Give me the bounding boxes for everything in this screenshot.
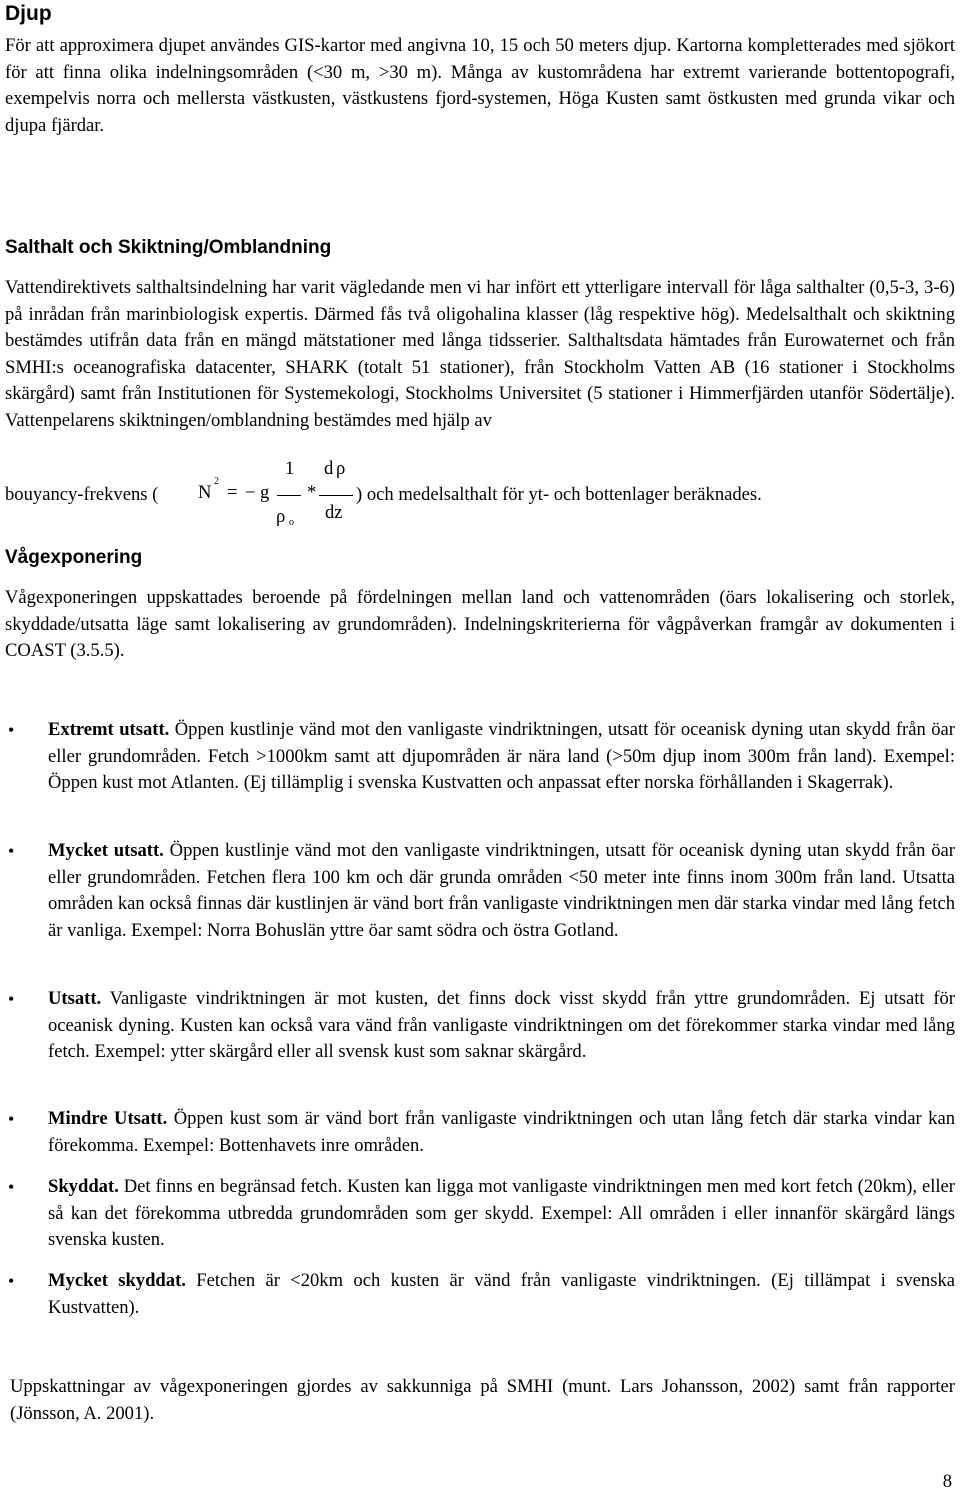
fraction-bar-2 bbox=[319, 495, 353, 496]
bullet-body: Öppen kustlinje vänd mot den vanligaste vindriktningen, utsatt för oceanisk dyning utan skydd från öar eller grundområden. Fetchen flera 100 km och där grunda områden <50 meter inte finns inom 300m från land. Utsatta områden kan också finnas där kustlinjen är vänd bort från vanligaste vindriktningen men där starka vindar med lång fetch är vanliga. Exempel: Norra Bohuslän yttre öar samt södra och östra Gotland. bbox=[48, 840, 955, 941]
list-item bbox=[48, 1174, 955, 1254]
list-item bbox=[48, 1268, 955, 1321]
bullet-body: Vanligaste vindriktningen är mot kusten, det finns dock visst skydd från yttre grundområden. Ej utsatt för oceanisk dyning. Kusten kan också vara vänd från vanligaste vindriktningen om det förekommer starka vindar med lång fetch. Exempel: ytter skärgård eller all svensk kust som saknar skärgård. bbox=[48, 988, 955, 1062]
bullet-body: Fetchen är <20km och kusten är vänd från vanligaste vindriktningen. (Ej tillämpat i svenska Kustvatten). bbox=[48, 1270, 955, 1318]
formula-minus: − bbox=[245, 482, 256, 503]
closing-paragraph: Uppskattningar av vågexponeringen gjordes av sakkunniga på SMHI (munt. Lars Johansson, 2002) samt från rapporter (Jönsson, A. 2001). bbox=[10, 1376, 955, 1424]
paragraph-djup: För att approximera djupet användes GIS-kartor med angivna 10, 15 och 50 meters djup. Kartorna kompletterades med sjökort för att finna olika indelningsområden (<30 m, >30 m). Många av kustområdena har extremt varierande bottentopografi, exempelvis norra och mellersta västkusten, västkustens fjord-systemen, Höga Kusten samt östkusten med grunda vikar och djupa fjärdar. bbox=[5, 35, 955, 136]
formula-suffix: ) och medelsalthalt för yt- och bottenlager beräknades. bbox=[356, 484, 762, 505]
paragraph-salthalt: Vattendirektivets salthaltsindelning har varit vägledande men vi har infört ett ytterligare intervall för låga salthalter (0,5-3, 3-6) på inrådan från marinbiologisk expertis. Därmed fås två oligohalina klasser (låg respektive hög). Medelsalthalt och skiktning bestämdes utifrån data från en mängd mätstationer med långa tidsserier. Salthaltsdata hämtades från Eurowaternet och från SMHI:s oceanografiska datacenter, SHARK (totalt 51 stationer), från Stockholm Vatten AB (16 stationer i Stockholms skärgård) samt från Institutionen för Systemekologi, Stockholms Universitet (5 stationer i Himmerfjärden utanför Södertälje). Vattenpelarens skiktningen/omblandning bestämdes med hjälp av bbox=[5, 277, 955, 431]
formula-equals: = bbox=[227, 482, 238, 503]
formula-rho: ρ bbox=[276, 506, 286, 527]
formula-line bbox=[5, 482, 158, 508]
bullet-term: Mindre Utsatt. bbox=[48, 1108, 168, 1129]
formula-d: d bbox=[324, 458, 334, 479]
formula-g: g bbox=[260, 482, 270, 503]
bullet-term: Mycket utsatt. bbox=[48, 840, 164, 861]
formula-exponent: 2 bbox=[214, 476, 219, 487]
list-item bbox=[48, 1106, 955, 1159]
list-item bbox=[48, 838, 955, 944]
heading-djup: Djup bbox=[5, 2, 52, 25]
formula-prefix: bouyancy-frekvens ( bbox=[5, 484, 159, 505]
page-number: 8 bbox=[942, 1471, 952, 1492]
heading-salthalt: Salthalt och Skiktning/Omblandning bbox=[5, 237, 332, 258]
bullet-dot: • bbox=[8, 841, 15, 861]
heading-vagexponering: Vågexponering bbox=[5, 547, 143, 568]
bullet-term: Extremt utsatt. bbox=[48, 719, 170, 740]
bullet-body: Öppen kust som är vänd bort från vanligaste vindriktningen och utan lång fetch där starka vindar kan förekomma. Exempel: Bottenhavets inre områden. bbox=[48, 1108, 955, 1156]
bullet-dot: • bbox=[8, 1271, 15, 1291]
formula-dz: dz bbox=[325, 502, 343, 523]
buoyancy-formula bbox=[190, 458, 360, 532]
fraction-bar-1 bbox=[277, 495, 301, 496]
bullet-dot: • bbox=[8, 1177, 15, 1197]
bullet-dot: • bbox=[8, 1109, 15, 1129]
formula-one: 1 bbox=[285, 458, 295, 479]
bullet-term: Mycket skyddat. bbox=[48, 1270, 186, 1291]
formula-rho-sub: o bbox=[289, 517, 294, 528]
list-item bbox=[48, 717, 955, 797]
formula-n: N bbox=[198, 482, 212, 503]
bullet-term: Skyddat. bbox=[48, 1176, 119, 1197]
bullet-body: Öppen kustlinje vänd mot den vanligaste vindriktningen, utsatt för oceanisk dyning utan skydd från öar eller grundområden. Fetch >1000km samt att djupområden är nära land (>50m djup inom 300m från land). Exempel: Öppen kust mot Atlanten. (Ej tillämplig i svenska Kustvatten och anpassat efter norska förhållanden i Skagerrak). bbox=[48, 719, 955, 793]
list-item bbox=[48, 986, 955, 1066]
bullet-body: Det finns en begränsad fetch. Kusten kan ligga mot vanligaste vindriktningen men med kort fetch (20km), eller så kan det förekomma utbredda grundområden som ger skydd. Exempel: All områden i eller innanför skärgård längs svenska kusten. bbox=[48, 1176, 955, 1250]
bullet-dot: • bbox=[8, 989, 15, 1009]
bullet-dot: • bbox=[8, 720, 15, 740]
formula-star: * bbox=[307, 482, 317, 503]
formula-drho: ρ bbox=[336, 458, 346, 479]
paragraph-vagexponering: Vågexponeringen uppskattades beroende på fördelningen mellan land och vattenområden (öars lokalisering och storlek, skyddade/utsatta läge samt lokalisering av grundområden). Indelningskriterierna för vågpåverkan framgår av dokumenten i COAST (3.5.5). bbox=[5, 587, 955, 661]
bullet-term: Utsatt. bbox=[48, 988, 102, 1009]
